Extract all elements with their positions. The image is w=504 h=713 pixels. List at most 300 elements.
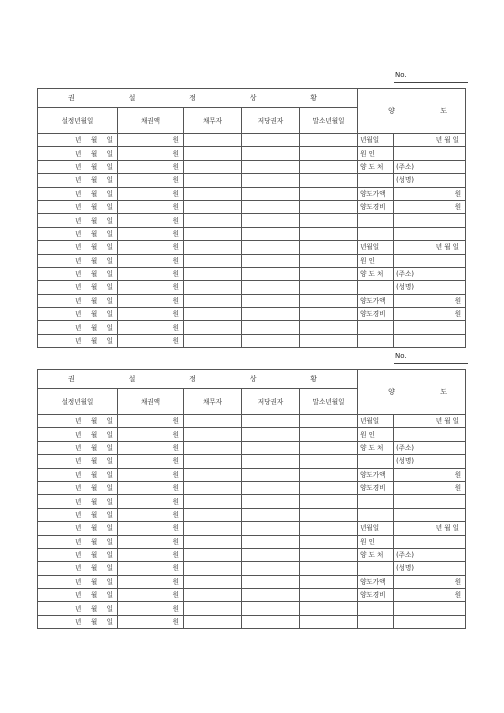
- mortgagee-cell[interactable]: [242, 455, 300, 468]
- date-part-label: 년: [75, 430, 82, 439]
- transfer-value-cell[interactable]: [394, 334, 466, 347]
- transfer-value-cell[interactable]: [394, 227, 466, 240]
- title-char: 정: [189, 375, 196, 383]
- title-char: 설: [128, 375, 136, 383]
- transfer-value-cell[interactable]: (주소): [394, 267, 466, 280]
- transfer-label-cell: [358, 562, 394, 575]
- cancellation-date-cell[interactable]: [300, 214, 358, 227]
- date-part-label: 년: [75, 256, 82, 265]
- mortgagee-cell[interactable]: [242, 321, 300, 334]
- transfer-label-cell: [358, 615, 394, 628]
- setting-date-cell[interactable]: [38, 575, 118, 588]
- claim-amount-cell[interactable]: 원: [118, 495, 184, 508]
- transfer-value-cell[interactable]: (성명): [394, 562, 466, 575]
- claim-amount-cell[interactable]: 원: [118, 481, 184, 494]
- date-part-label: 일: [106, 136, 113, 145]
- date-part-label: 년: [75, 270, 82, 279]
- date-part-label: 일: [106, 604, 113, 613]
- table-row: [38, 562, 466, 575]
- transfer-value-cell[interactable]: [394, 495, 466, 508]
- setting-date-cell[interactable]: [38, 481, 118, 494]
- date-part-label: 년: [75, 443, 82, 452]
- mortgagee-cell[interactable]: [242, 441, 300, 454]
- date-part-label: 년: [75, 337, 82, 346]
- transfer-value-cell[interactable]: [394, 214, 466, 227]
- setting-date-cell[interactable]: [38, 535, 118, 548]
- claim-amount-cell[interactable]: 원: [118, 308, 184, 321]
- mortgagee-cell[interactable]: [242, 267, 300, 280]
- debtor-cell[interactable]: [184, 468, 242, 481]
- document-number-field[interactable]: [394, 351, 468, 364]
- date-part-label: 년: [75, 243, 82, 252]
- mortgagee-cell[interactable]: [242, 522, 300, 535]
- mortgagee-cell[interactable]: [242, 294, 300, 307]
- mortgagee-cell[interactable]: [242, 468, 300, 481]
- claim-amount-cell[interactable]: 원: [118, 334, 184, 347]
- debtor-cell[interactable]: [184, 522, 242, 535]
- transfer-label-cell: [358, 455, 394, 468]
- debtor-cell[interactable]: [184, 428, 242, 441]
- date-part-label: 월: [90, 310, 98, 319]
- transfer-label-cell: 원 인: [358, 428, 394, 441]
- cancellation-date-cell[interactable]: [300, 334, 358, 347]
- date-part-label: 월: [90, 337, 98, 346]
- title-char: 상: [249, 375, 257, 383]
- cancellation-date-cell[interactable]: [300, 562, 358, 575]
- date-part-label: 년: [75, 577, 82, 586]
- cancellation-date-cell[interactable]: [300, 428, 358, 441]
- document-number-label: No.: [395, 352, 407, 360]
- cancellation-date-cell[interactable]: [300, 241, 358, 254]
- date-part-label: 월: [90, 591, 98, 600]
- transfer-label-cell: 양도가액: [358, 294, 394, 307]
- mortgagee-cell[interactable]: [242, 214, 300, 227]
- debtor-cell[interactable]: [184, 481, 242, 494]
- transfer-value-cell[interactable]: 년 월 일: [394, 415, 466, 428]
- transfer-label-cell: 양 도 처: [358, 441, 394, 454]
- claim-amount-cell[interactable]: 원: [118, 415, 184, 428]
- date-part-label: 년: [75, 457, 82, 466]
- header-row-title: [38, 89, 466, 108]
- mortgagee-cell[interactable]: [242, 200, 300, 213]
- setting-date-cell[interactable]: [38, 455, 118, 468]
- claim-amount-cell[interactable]: 원: [118, 147, 184, 160]
- date-part-label: 월: [90, 457, 98, 466]
- mortgagee-cell[interactable]: [242, 589, 300, 602]
- date-part-label: 일: [106, 149, 113, 158]
- cancellation-date-cell[interactable]: [300, 134, 358, 147]
- claim-amount-cell[interactable]: 원: [118, 589, 184, 602]
- debtor-cell[interactable]: [184, 321, 242, 334]
- mortgagee-cell[interactable]: [242, 562, 300, 575]
- claim-amount-cell[interactable]: 원: [118, 602, 184, 615]
- cancellation-date-cell[interactable]: [300, 147, 358, 160]
- mortgagee-cell[interactable]: [242, 415, 300, 428]
- cancellation-date-cell[interactable]: [300, 160, 358, 173]
- date-part-label: 월: [90, 537, 98, 546]
- claim-amount-cell[interactable]: 원: [118, 254, 184, 267]
- date-part-label: 년: [75, 296, 82, 305]
- debtor-cell[interactable]: [184, 147, 242, 160]
- cancellation-date-cell[interactable]: [300, 522, 358, 535]
- transfer-value-cell[interactable]: 원: [394, 589, 466, 602]
- transfer-value-cell[interactable]: 년 월 일: [394, 522, 466, 535]
- setting-date-cell[interactable]: [38, 294, 118, 307]
- debtor-cell[interactable]: [184, 589, 242, 602]
- setting-date-cell[interactable]: [38, 589, 118, 602]
- cancellation-date-cell[interactable]: [300, 508, 358, 521]
- date-part-label: 년: [75, 618, 82, 627]
- debtor-cell[interactable]: [184, 267, 242, 280]
- debtor-cell[interactable]: [184, 160, 242, 173]
- date-part-label: 일: [106, 216, 113, 225]
- date-part-label: 년: [75, 203, 82, 212]
- transfer-label-cell: 양 도 처: [358, 548, 394, 561]
- transfer-value-cell[interactable]: (성명): [394, 455, 466, 468]
- mortgagee-cell[interactable]: [242, 548, 300, 561]
- debtor-cell[interactable]: [184, 241, 242, 254]
- yangdo-char: 도: [440, 107, 448, 115]
- debtor-cell[interactable]: [184, 455, 242, 468]
- transfer-value-cell[interactable]: 년 월 일: [394, 241, 466, 254]
- cancellation-date-cell[interactable]: [300, 227, 358, 240]
- setting-date-cell[interactable]: [38, 241, 118, 254]
- transfer-value-cell[interactable]: (주소): [394, 160, 466, 173]
- cancellation-date-cell[interactable]: [300, 308, 358, 321]
- claim-amount-cell[interactable]: 원: [118, 134, 184, 147]
- transfer-label-cell: [358, 334, 394, 347]
- date-part-label: 년: [75, 136, 82, 145]
- setting-date-cell[interactable]: [38, 562, 118, 575]
- claim-amount-cell[interactable]: 원: [118, 522, 184, 535]
- setting-date-cell[interactable]: [38, 522, 118, 535]
- claim-amount-cell[interactable]: 원: [118, 294, 184, 307]
- claim-amount-cell[interactable]: 원: [118, 321, 184, 334]
- date-part-label: 년: [75, 497, 82, 506]
- date-part-label: 월: [90, 417, 98, 426]
- table-row: [38, 160, 466, 173]
- date-part-label: 년: [75, 484, 82, 493]
- transfer-value-cell[interactable]: [394, 254, 466, 267]
- transfer-label-cell: 양도경비: [358, 481, 394, 494]
- debtor-cell[interactable]: [184, 575, 242, 588]
- claim-amount-cell[interactable]: 원: [118, 160, 184, 173]
- date-part-label: 일: [106, 564, 113, 573]
- claim-amount-cell[interactable]: 원: [118, 562, 184, 575]
- mortgagee-cell[interactable]: [242, 174, 300, 187]
- transfer-value-cell[interactable]: [394, 147, 466, 160]
- mortgagee-cell[interactable]: [242, 575, 300, 588]
- debtor-cell[interactable]: [184, 134, 242, 147]
- debtor-cell[interactable]: [184, 174, 242, 187]
- setting-date-cell[interactable]: [38, 281, 118, 294]
- claim-amount-cell[interactable]: 원: [118, 428, 184, 441]
- date-part-label: 일: [106, 618, 113, 627]
- mortgagee-cell[interactable]: [242, 428, 300, 441]
- table-row: [38, 308, 466, 321]
- transfer-value-cell[interactable]: 원: [394, 481, 466, 494]
- debtor-cell[interactable]: [184, 254, 242, 267]
- date-part-label: 월: [90, 283, 98, 292]
- setting-date-cell[interactable]: [38, 428, 118, 441]
- mortgagee-cell[interactable]: [242, 254, 300, 267]
- date-part-label: 일: [106, 337, 113, 346]
- title-char: 황: [310, 94, 318, 102]
- table-row: [38, 200, 466, 213]
- cancellation-date-cell[interactable]: [300, 495, 358, 508]
- transfer-label-cell: 양도경비: [358, 589, 394, 602]
- date-part-label: 년: [75, 591, 82, 600]
- debtor-cell[interactable]: [184, 227, 242, 240]
- transfer-label-cell: [358, 281, 394, 294]
- table-row: [38, 535, 466, 548]
- claim-amount-cell[interactable]: 원: [118, 281, 184, 294]
- transfer-value-cell[interactable]: 원: [394, 200, 466, 213]
- cancellation-date-cell[interactable]: [300, 254, 358, 267]
- debtor-cell[interactable]: [184, 495, 242, 508]
- date-part-label: 일: [106, 577, 113, 586]
- date-part-label: 일: [106, 310, 113, 319]
- setting-date-cell[interactable]: [38, 334, 118, 347]
- mortgagee-cell[interactable]: [242, 147, 300, 160]
- mortgagee-cell[interactable]: [242, 160, 300, 173]
- cancellation-date-cell[interactable]: [300, 200, 358, 213]
- yangdo-header-cell: [358, 89, 466, 134]
- mortgagee-cell[interactable]: [242, 281, 300, 294]
- debtor-cell[interactable]: [184, 548, 242, 561]
- debtor-cell[interactable]: [184, 441, 242, 454]
- cancellation-date-cell[interactable]: [300, 187, 358, 200]
- setting-date-cell[interactable]: [38, 147, 118, 160]
- transfer-value-cell[interactable]: 원: [394, 468, 466, 481]
- cancellation-date-cell[interactable]: [300, 548, 358, 561]
- transfer-label-cell: 양 도 처: [358, 267, 394, 280]
- claim-amount-cell[interactable]: 원: [118, 508, 184, 521]
- transfer-label-cell: 년월일: [358, 134, 394, 147]
- claim-amount-cell[interactable]: 원: [118, 241, 184, 254]
- debtor-cell[interactable]: [184, 308, 242, 321]
- cancellation-date-cell[interactable]: [300, 321, 358, 334]
- debtor-cell[interactable]: [184, 187, 242, 200]
- debtor-cell[interactable]: [184, 508, 242, 521]
- setting-date-cell[interactable]: [38, 227, 118, 240]
- date-part-label: 월: [90, 510, 98, 519]
- date-part-label: 년: [75, 470, 82, 479]
- table-row: [38, 227, 466, 240]
- cancellation-date-cell[interactable]: [300, 468, 358, 481]
- transfer-label-cell: 원 인: [358, 535, 394, 548]
- transfer-value-cell[interactable]: 원: [394, 294, 466, 307]
- claim-amount-cell[interactable]: 원: [118, 615, 184, 628]
- date-part-label: 월: [90, 618, 98, 627]
- setting-date-cell[interactable]: [38, 615, 118, 628]
- date-part-label: 월: [90, 497, 98, 506]
- setting-date-cell[interactable]: [38, 508, 118, 521]
- date-part-label: 년: [75, 551, 82, 560]
- mortgagee-cell[interactable]: [242, 334, 300, 347]
- setting-date-cell[interactable]: [38, 134, 118, 147]
- claim-amount-cell[interactable]: 원: [118, 455, 184, 468]
- mortgagee-cell[interactable]: [242, 134, 300, 147]
- table-row: [38, 589, 466, 602]
- date-part-label: 년: [75, 323, 82, 332]
- cancellation-date-cell[interactable]: [300, 481, 358, 494]
- transfer-value-cell[interactable]: [394, 428, 466, 441]
- transfer-label-cell: [358, 227, 394, 240]
- debtor-cell[interactable]: [184, 334, 242, 347]
- debtor-cell[interactable]: [184, 200, 242, 213]
- transfer-label-cell: [358, 508, 394, 521]
- transfer-label-cell: [358, 321, 394, 334]
- cancellation-date-cell[interactable]: [300, 415, 358, 428]
- mortgagee-cell[interactable]: [242, 535, 300, 548]
- date-part-label: 년: [75, 417, 82, 426]
- transfer-value-cell[interactable]: (성명): [394, 174, 466, 187]
- setting-date-cell[interactable]: [38, 160, 118, 173]
- column-header: 채권액: [118, 108, 184, 134]
- transfer-label-cell: [358, 602, 394, 615]
- setting-date-cell[interactable]: [38, 200, 118, 213]
- debtor-cell[interactable]: [184, 562, 242, 575]
- table-row: [38, 415, 466, 428]
- mortgagee-cell[interactable]: [242, 495, 300, 508]
- table-row: [38, 508, 466, 521]
- mortgagee-cell[interactable]: [242, 481, 300, 494]
- cancellation-date-cell[interactable]: [300, 174, 358, 187]
- transfer-value-cell[interactable]: 원: [394, 575, 466, 588]
- setting-date-cell[interactable]: [38, 214, 118, 227]
- date-part-label: 월: [90, 551, 98, 560]
- date-part-label: 년: [75, 149, 82, 158]
- cancellation-date-cell[interactable]: [300, 615, 358, 628]
- mortgagee-cell[interactable]: [242, 615, 300, 628]
- setting-date-cell[interactable]: [38, 495, 118, 508]
- transfer-value-cell[interactable]: [394, 321, 466, 334]
- mortgagee-cell[interactable]: [242, 308, 300, 321]
- debtor-cell[interactable]: [184, 602, 242, 615]
- transfer-value-cell[interactable]: 년 월 일: [394, 134, 466, 147]
- claim-amount-cell[interactable]: 원: [118, 548, 184, 561]
- transfer-value-cell[interactable]: 원: [394, 187, 466, 200]
- setting-date-cell[interactable]: [38, 441, 118, 454]
- setting-date-cell[interactable]: [38, 602, 118, 615]
- claim-amount-cell[interactable]: 원: [118, 227, 184, 240]
- date-part-label: 월: [90, 604, 98, 613]
- setting-date-cell[interactable]: [38, 468, 118, 481]
- date-part-label: 년: [75, 176, 82, 185]
- date-part-label: 일: [106, 497, 113, 506]
- cancellation-date-cell[interactable]: [300, 535, 358, 548]
- mortgagee-cell[interactable]: [242, 227, 300, 240]
- transfer-label-cell: 양도경비: [358, 200, 394, 213]
- debtor-cell[interactable]: [184, 214, 242, 227]
- transfer-value-cell[interactable]: [394, 535, 466, 548]
- debtor-cell[interactable]: [184, 281, 242, 294]
- cancellation-date-cell[interactable]: [300, 441, 358, 454]
- cancellation-date-cell[interactable]: [300, 267, 358, 280]
- debtor-cell[interactable]: [184, 535, 242, 548]
- setting-date-cell[interactable]: [38, 548, 118, 561]
- yangdo-char: 도: [440, 388, 448, 396]
- table-row: [38, 575, 466, 588]
- setting-date-cell[interactable]: [38, 254, 118, 267]
- document-number-field[interactable]: [394, 70, 468, 83]
- cancellation-date-cell[interactable]: [300, 294, 358, 307]
- table-row: [38, 495, 466, 508]
- date-part-label: 월: [90, 189, 98, 198]
- date-part-label: 월: [90, 470, 98, 479]
- date-part-label: 월: [90, 149, 98, 158]
- date-part-label: 일: [106, 256, 113, 265]
- date-part-label: 월: [90, 136, 98, 145]
- transfer-label-cell: 양도가액: [358, 187, 394, 200]
- setting-date-cell[interactable]: [38, 415, 118, 428]
- transfer-label-cell: 년월일: [358, 522, 394, 535]
- setting-date-cell[interactable]: [38, 174, 118, 187]
- date-part-label: 월: [90, 243, 98, 252]
- transfer-label-cell: 양도경비: [358, 308, 394, 321]
- claim-amount-cell[interactable]: 원: [118, 267, 184, 280]
- debtor-cell[interactable]: [184, 615, 242, 628]
- transfer-value-cell[interactable]: (성명): [394, 281, 466, 294]
- claim-amount-cell[interactable]: 원: [118, 214, 184, 227]
- setting-date-cell[interactable]: [38, 321, 118, 334]
- claim-amount-cell[interactable]: 원: [118, 174, 184, 187]
- claim-amount-cell[interactable]: 원: [118, 200, 184, 213]
- cancellation-date-cell[interactable]: [300, 602, 358, 615]
- cancellation-date-cell[interactable]: [300, 575, 358, 588]
- date-part-label: 년: [75, 604, 82, 613]
- cancellation-date-cell[interactable]: [300, 281, 358, 294]
- debtor-cell[interactable]: [184, 294, 242, 307]
- transfer-label-cell: 양 도 처: [358, 160, 394, 173]
- cancellation-date-cell[interactable]: [300, 455, 358, 468]
- claim-amount-cell[interactable]: 원: [118, 468, 184, 481]
- date-part-label: 월: [90, 216, 98, 225]
- transfer-value-cell[interactable]: [394, 602, 466, 615]
- claim-amount-cell[interactable]: 원: [118, 187, 184, 200]
- cancellation-date-cell[interactable]: [300, 589, 358, 602]
- title-char: 황: [310, 375, 318, 383]
- date-part-label: 일: [106, 229, 113, 238]
- date-part-label: 일: [106, 283, 113, 292]
- setting-date-cell[interactable]: [38, 187, 118, 200]
- transfer-value-cell[interactable]: (주소): [394, 548, 466, 561]
- mortgagee-cell[interactable]: [242, 508, 300, 521]
- transfer-value-cell[interactable]: (주소): [394, 441, 466, 454]
- table-row: [38, 441, 466, 454]
- date-part-label: 년: [75, 283, 82, 292]
- transfer-value-cell[interactable]: [394, 615, 466, 628]
- table-row: [38, 428, 466, 441]
- mortgagee-cell[interactable]: [242, 241, 300, 254]
- debtor-cell[interactable]: [184, 415, 242, 428]
- setting-date-cell[interactable]: [38, 308, 118, 321]
- transfer-label-cell: 원 인: [358, 147, 394, 160]
- mortgagee-cell[interactable]: [242, 187, 300, 200]
- transfer-label-cell: 원 인: [358, 254, 394, 267]
- mortgage-status-form: [37, 369, 465, 629]
- setting-date-cell[interactable]: [38, 267, 118, 280]
- transfer-value-cell[interactable]: 원: [394, 308, 466, 321]
- claim-amount-cell[interactable]: 원: [118, 535, 184, 548]
- mortgage-status-table: [37, 369, 466, 629]
- claim-amount-cell[interactable]: 원: [118, 575, 184, 588]
- mortgagee-cell[interactable]: [242, 602, 300, 615]
- claim-amount-cell[interactable]: 원: [118, 441, 184, 454]
- transfer-value-cell[interactable]: [394, 508, 466, 521]
- date-part-label: 월: [90, 430, 98, 439]
